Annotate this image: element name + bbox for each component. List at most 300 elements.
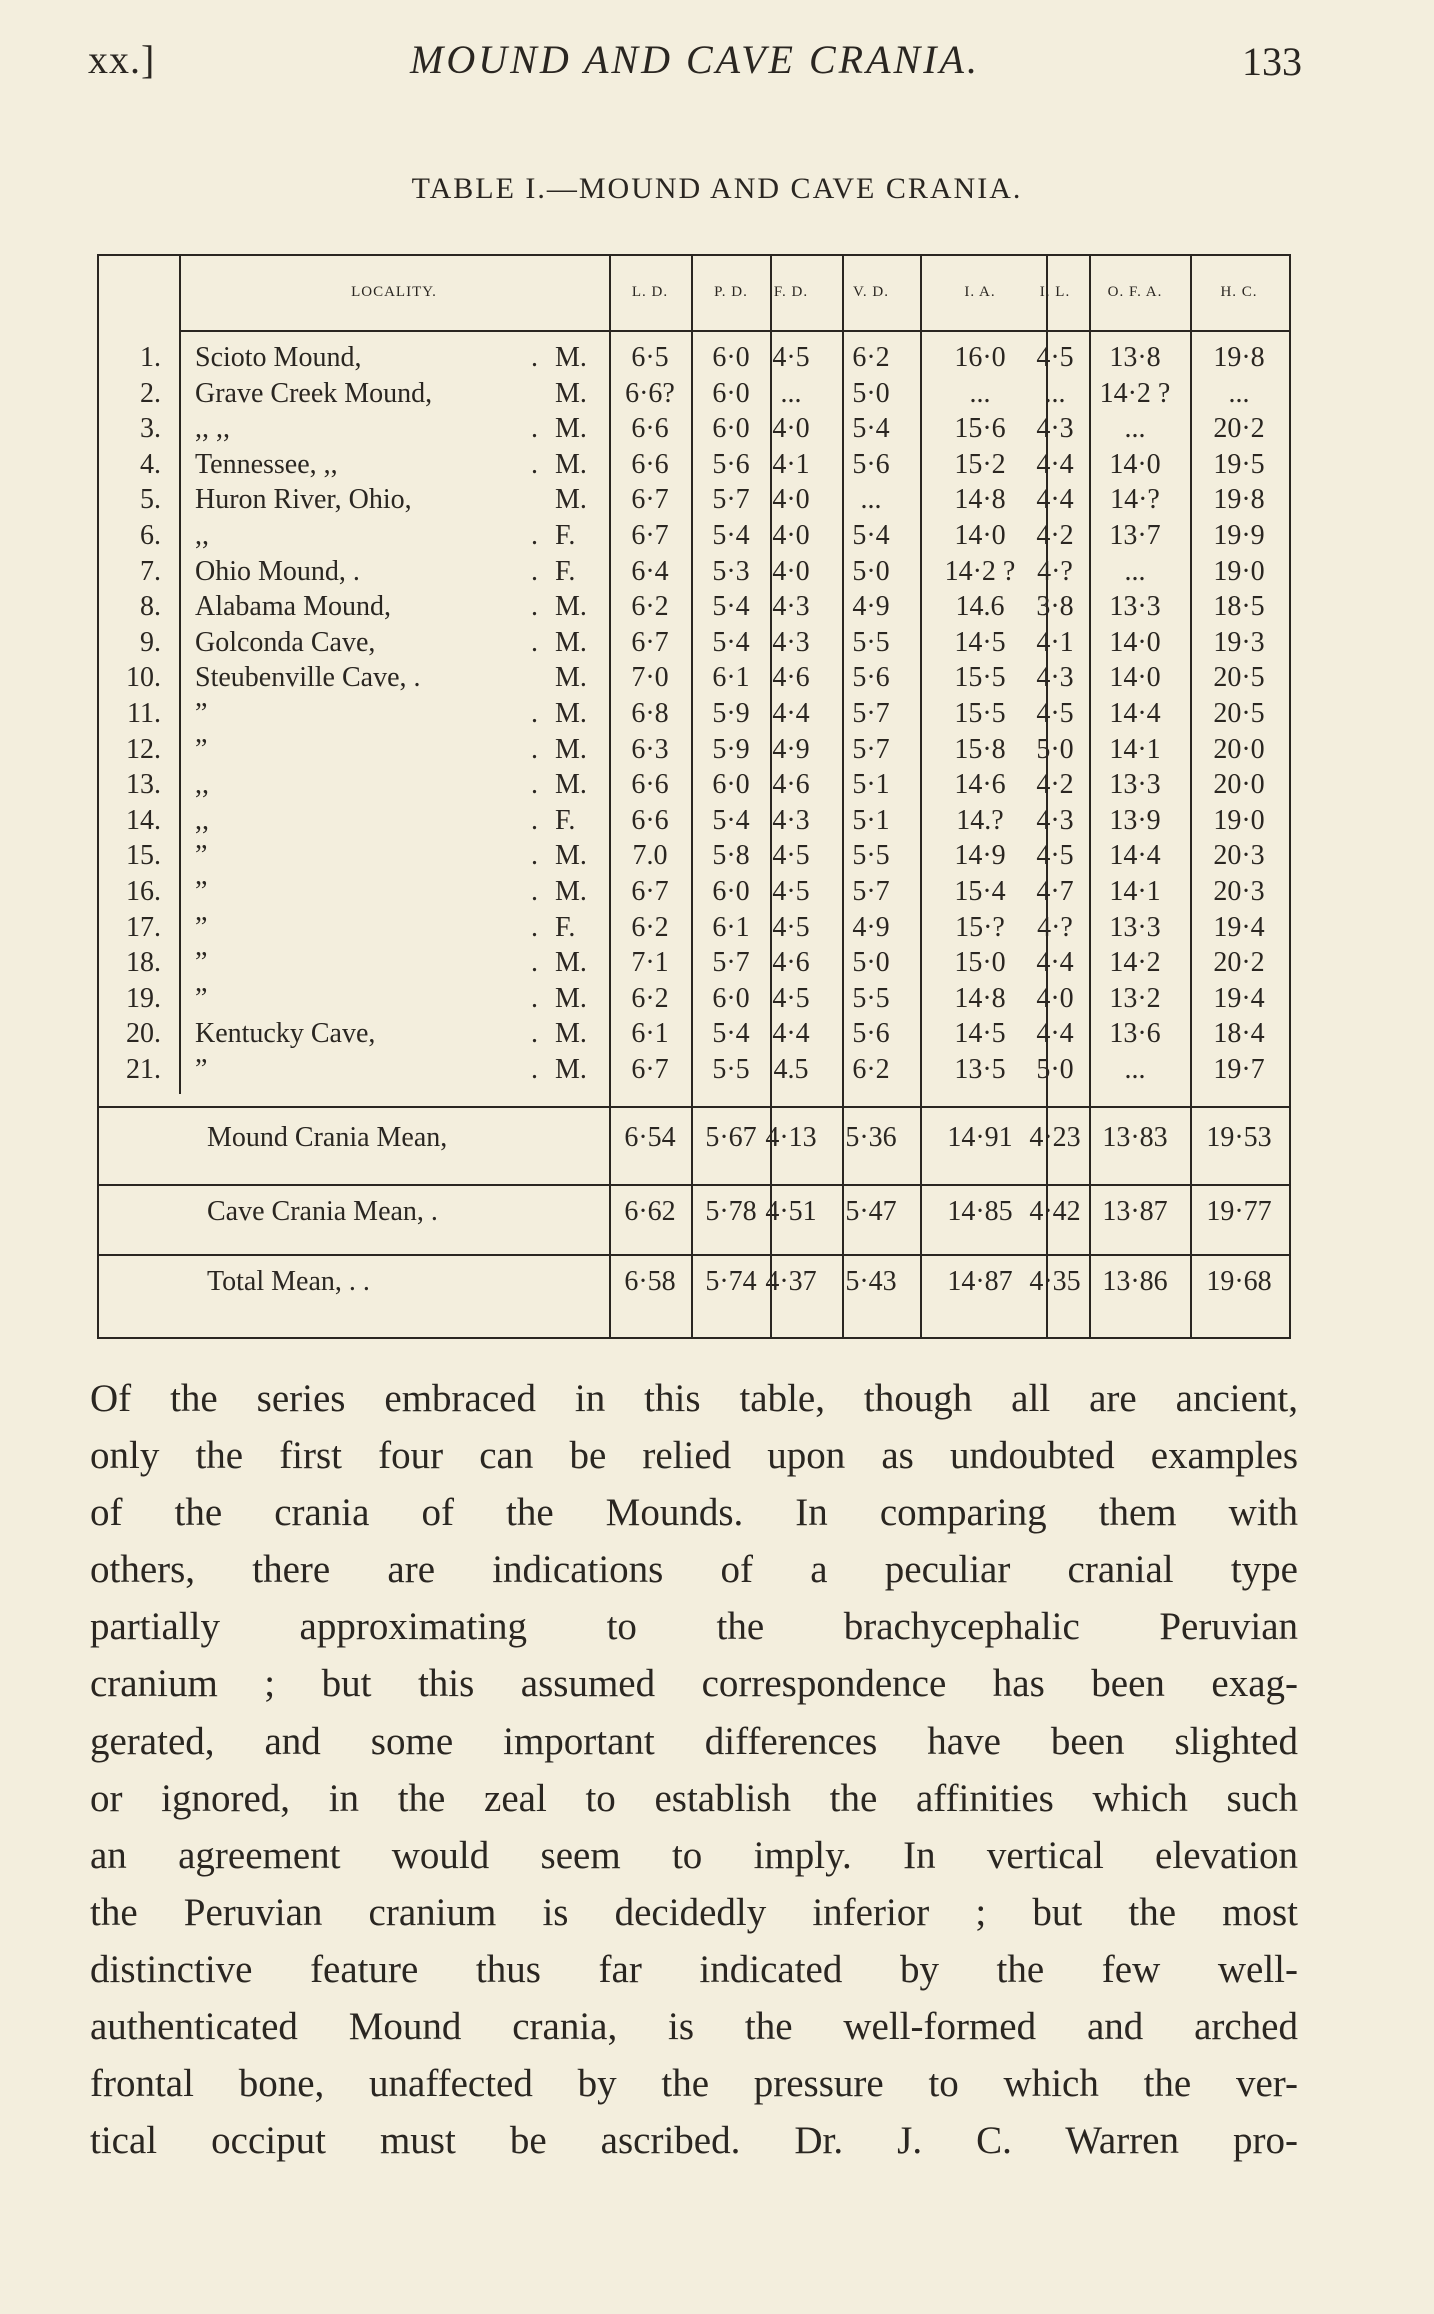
mean-cell: 13·86: [1102, 1266, 1168, 1297]
table-cell: 14·0: [954, 520, 1006, 551]
text-line: authenticated Mound crania, is the well-formed and arched: [90, 2005, 1298, 2049]
column-header: I. L.: [1039, 284, 1071, 300]
table-cell: 6·6: [631, 448, 669, 480]
column-header: I. A.: [964, 284, 996, 300]
row-leader-dot: .: [531, 804, 538, 836]
table-body-rule: [97, 1106, 1291, 1108]
table-cell: 14·9: [954, 840, 1006, 872]
row-leader-dot: .: [531, 520, 538, 551]
row-number: 4.: [140, 448, 161, 480]
table-cell: 15·5: [954, 698, 1006, 729]
table-cell: 6·1: [712, 911, 750, 943]
mean-cell: 4·37: [765, 1266, 817, 1297]
text-line: an agreement would seem to imply. In vertical elevation: [90, 1833, 1298, 1877]
mean-cell: 5·67: [705, 1122, 757, 1153]
mean-cell: 4·35: [1029, 1266, 1081, 1297]
row-leader-dot: .: [531, 555, 538, 587]
row-number: 7.: [140, 555, 161, 587]
row-sex: M.: [555, 840, 587, 872]
row-sex: M.: [555, 626, 587, 658]
table-cell: 5·0: [852, 555, 890, 587]
row-locality: ,,: [195, 804, 209, 836]
table-mean-rule: [97, 1254, 1291, 1256]
crania-table: [97, 254, 1291, 1339]
table-cell: 5·5: [852, 626, 890, 658]
table-cell: 5·0: [852, 377, 890, 409]
table-row: [97, 556, 1291, 590]
table-cell: 19·0: [1213, 804, 1265, 836]
table-row: [97, 912, 1291, 946]
table-cell: 15·2: [954, 448, 1006, 480]
table-cell: 6·0: [712, 342, 750, 373]
row-locality: ,,: [195, 520, 209, 551]
row-locality: Golconda Cave,: [195, 626, 376, 658]
table-cell: 14·8: [954, 484, 1006, 516]
table-cell: 6·0: [712, 413, 750, 445]
table-cell: 4·4: [1036, 448, 1074, 480]
section-marker: xx.]: [88, 37, 156, 82]
table-cell: 20·5: [1213, 662, 1265, 694]
text-line: gerated, and some important differences have been slighted: [90, 1719, 1298, 1763]
table-cell: ...: [780, 377, 802, 409]
row-number: 12.: [126, 733, 161, 765]
row-locality: ”: [195, 733, 208, 765]
mean-cell: 19·77: [1206, 1196, 1272, 1227]
table-cell: 6·7: [631, 626, 669, 658]
table-cell: 14·2 ?: [944, 555, 1016, 587]
mean-cell: 4·51: [765, 1196, 817, 1227]
table-cell: 7·0: [631, 662, 669, 694]
column-header-locality: LOCALITY.: [351, 284, 437, 300]
table-cell: 4·3: [1036, 662, 1074, 694]
table-cell: 19·8: [1213, 342, 1265, 373]
table-cell: 20·0: [1213, 733, 1265, 765]
table-cell: 4·?: [1037, 911, 1073, 943]
table-cell: 19·5: [1213, 448, 1265, 480]
row-locality: ”: [195, 911, 208, 943]
table-cell: 20·5: [1213, 698, 1265, 729]
row-sex: F.: [555, 911, 576, 943]
table-cell: 20·2: [1213, 947, 1265, 979]
mean-row: [97, 1122, 1291, 1162]
text-line: tical occiput must be ascribed. Dr. J. C. Warren pro-: [90, 2119, 1298, 2163]
row-number: 11.: [127, 698, 161, 729]
table-cell: 13·7: [1109, 520, 1161, 551]
table-cell: ...: [1124, 413, 1146, 445]
table-cell: 6·7: [631, 876, 669, 907]
row-sex: M.: [555, 1018, 587, 1050]
table-cell: 6·1: [631, 1018, 669, 1050]
row-locality: ”: [195, 876, 208, 907]
row-locality: ,, ,,: [195, 413, 230, 445]
table-cell: 6·0: [712, 769, 750, 801]
table-cell: 5·4: [712, 1018, 750, 1050]
table-row: [97, 769, 1291, 803]
table-cell: 4·1: [1036, 626, 1074, 658]
row-locality: ”: [195, 947, 208, 979]
mean-cell: 4·13: [765, 1122, 817, 1153]
table-cell: 4·5: [772, 982, 810, 1014]
table-cell: 6·8: [631, 698, 669, 729]
table-cell: 5·0: [1036, 1054, 1074, 1085]
table-cell: 18·5: [1213, 591, 1265, 623]
table-cell: 13·6: [1109, 1018, 1161, 1050]
table-cell: 6·1: [712, 662, 750, 694]
table-row: [97, 378, 1291, 412]
row-number: 8.: [140, 591, 161, 623]
row-leader-dot: .: [531, 947, 538, 979]
row-sex: M.: [555, 982, 587, 1014]
table-cell: 5·7: [712, 947, 750, 979]
table-cell: 4·5: [772, 876, 810, 907]
row-leader-dot: .: [531, 876, 538, 907]
row-number: 18.: [126, 947, 161, 979]
table-cell: 5·4: [852, 413, 890, 445]
table-cell: 13·5: [954, 1054, 1006, 1085]
table-cell: 4·5: [772, 342, 810, 373]
text-line: only the first four can be relied upon as undoubted examples: [90, 1434, 1298, 1478]
column-header: H. C.: [1220, 284, 1258, 300]
table-cell: 15·?: [955, 911, 1005, 943]
table-cell: 6·0: [712, 982, 750, 1014]
table-cell: 6·6: [631, 804, 669, 836]
row-sex: M.: [555, 591, 587, 623]
table-cell: 4·2: [1036, 769, 1074, 801]
table-cell: 6·7: [631, 484, 669, 516]
table-cell: 13·3: [1109, 591, 1161, 623]
row-locality: Steubenville Cave, .: [195, 662, 421, 694]
table-cell: 6·7: [631, 520, 669, 551]
table-cell: 5·4: [712, 591, 750, 623]
column-header: V. D.: [853, 284, 889, 300]
row-locality: Kentucky Cave,: [195, 1018, 376, 1050]
row-number: 16.: [126, 876, 161, 907]
row-leader-dot: .: [531, 840, 538, 872]
table-caption: TABLE I.—MOUND AND CAVE CRANIA.: [411, 172, 1023, 205]
table-cell: 16·0: [954, 342, 1006, 373]
table-cell: 5·9: [712, 698, 750, 729]
table-cell: 5·6: [852, 1018, 890, 1050]
table-cell: 20·2: [1213, 413, 1265, 445]
table-cell: 5·4: [712, 520, 750, 551]
mean-cell: 19·68: [1206, 1266, 1272, 1297]
table-cell: 15·8: [954, 733, 1006, 765]
row-leader-dot: .: [531, 733, 538, 765]
row-number: 14.: [126, 804, 161, 836]
table-cell: 14·?: [1110, 484, 1160, 516]
table-cell: 15·5: [954, 662, 1006, 694]
table-cell: ...: [1124, 1054, 1146, 1085]
text-line: cranium ; but this assumed correspondence has been exag-: [90, 1662, 1298, 1706]
table-cell: 6·0: [712, 377, 750, 409]
row-number: 17.: [126, 911, 161, 943]
table-cell: 18·4: [1213, 1018, 1265, 1050]
column-header: F. D.: [773, 284, 809, 300]
table-row: [97, 662, 1291, 696]
mean-cell: 13·87: [1102, 1196, 1168, 1227]
table-cell: ...: [1044, 377, 1066, 409]
table-cell: 5·7: [712, 484, 750, 516]
table-row: [97, 805, 1291, 839]
row-locality: Scioto Mound,: [195, 342, 362, 373]
table-cell: 15·4: [954, 876, 1006, 907]
table-cell: 4·6: [772, 769, 810, 801]
table-cell: 5·5: [712, 1054, 750, 1085]
text-line: or ignored, in the zeal to establish the affinities which such: [90, 1776, 1298, 1820]
table-cell: 6·3: [631, 733, 669, 765]
row-sex: M.: [555, 484, 587, 516]
table-cell: 5·5: [852, 982, 890, 1014]
text-line: the Peruvian cranium is decidedly inferior ; but the most: [90, 1890, 1298, 1934]
table-cell: 4·5: [1036, 840, 1074, 872]
table-cell: ...: [860, 484, 882, 516]
table-cell: 5·4: [712, 626, 750, 658]
table-cell: 5·4: [852, 520, 890, 551]
mean-row: [97, 1266, 1291, 1306]
table-cell: 5·3: [712, 555, 750, 587]
table-cell: 14·4: [1109, 698, 1161, 729]
table-cell: 6·2: [852, 342, 890, 373]
table-row: [97, 627, 1291, 661]
table-cell: 14·5: [954, 1018, 1006, 1050]
table-cell: 5·6: [852, 662, 890, 694]
table-cell: 15·6: [954, 413, 1006, 445]
table-header-rule: [179, 330, 1291, 332]
table-cell: 14·6: [954, 769, 1006, 801]
table-row: [97, 520, 1291, 554]
row-locality: Alabama Mound,: [195, 591, 391, 623]
text-line: of the crania of the Mounds. In comparing them with: [90, 1491, 1298, 1535]
table-cell: 4·9: [772, 733, 810, 765]
table-cell: 14·8: [954, 982, 1006, 1014]
table-cell: 4·0: [772, 413, 810, 445]
table-row: [97, 983, 1291, 1017]
table-row: [97, 1018, 1291, 1052]
table-cell: 14·4: [1109, 840, 1161, 872]
table-cell: 5·7: [852, 876, 890, 907]
table-cell: 4·9: [852, 911, 890, 943]
table-row: [97, 947, 1291, 981]
body-paragraph: [90, 1370, 1298, 2169]
row-number: 13.: [126, 769, 161, 801]
table-cell: 6·2: [852, 1054, 890, 1085]
row-number: 9.: [140, 626, 161, 658]
table-cell: 14.?: [956, 804, 1004, 836]
text-line: frontal bone, unaffected by the pressure to which the ver-: [90, 2062, 1298, 2106]
mean-cell: 14·91: [947, 1122, 1013, 1153]
row-number: 1.: [140, 342, 161, 373]
table-cell: 4·3: [1036, 413, 1074, 445]
table-cell: 19·4: [1213, 911, 1265, 943]
row-sex: M.: [555, 1054, 587, 1085]
table-cell: 13·3: [1109, 911, 1161, 943]
row-leader-dot: .: [531, 698, 538, 729]
table-cell: 19·8: [1213, 484, 1265, 516]
table-row: [97, 876, 1291, 910]
row-leader-dot: .: [531, 769, 538, 801]
row-locality: Tennessee, ,,: [195, 448, 338, 480]
row-leader-dot: .: [531, 1054, 538, 1085]
table-cell: 4·0: [772, 484, 810, 516]
table-cell: 6·0: [712, 876, 750, 907]
table-cell: 5·6: [712, 448, 750, 480]
table-row: [97, 698, 1291, 732]
mean-cell: 19·53: [1206, 1122, 1272, 1153]
table-cell: 7.0: [632, 840, 668, 872]
text-line: distinctive feature thus far indicated by the few well-: [90, 1947, 1298, 1991]
table-cell: 6·5: [631, 342, 669, 373]
row-locality: ”: [195, 1054, 208, 1085]
running-header: [88, 28, 1302, 88]
table-cell: 19·9: [1213, 520, 1265, 551]
table-top-rule: [97, 254, 1291, 256]
table-cell: 4·2: [1036, 520, 1074, 551]
table-cell: 4·4: [772, 698, 810, 729]
table-mean-rule: [97, 1184, 1291, 1186]
table-cell: 6·6: [631, 413, 669, 445]
row-number: 20.: [126, 1018, 161, 1050]
mean-cell: 6·54: [624, 1122, 676, 1153]
table-row: [97, 734, 1291, 768]
table-cell: 4·5: [772, 911, 810, 943]
table-cell: 4·?: [1037, 555, 1073, 587]
table-cell: 5·7: [852, 733, 890, 765]
table-cell: 4·0: [1036, 982, 1074, 1014]
table-cell: ...: [1124, 555, 1146, 587]
row-number: 21.: [126, 1054, 161, 1085]
mean-cell: 14·85: [947, 1196, 1013, 1227]
column-header: O. F. A.: [1107, 284, 1163, 300]
table-cell: 4.5: [773, 1054, 809, 1085]
table-cell: 14·0: [1109, 662, 1161, 694]
row-sex: M.: [555, 448, 587, 480]
table-cell: 5·0: [852, 947, 890, 979]
mean-cell: 5·78: [705, 1196, 757, 1227]
table-cell: 5·1: [852, 804, 890, 836]
column-header: P. D.: [714, 284, 748, 300]
table-cell: 19·7: [1213, 1054, 1265, 1085]
mean-cell: 4·23: [1029, 1122, 1081, 1153]
table-cell: 5·0: [1036, 733, 1074, 765]
mean-label: Total Mean, . .: [207, 1266, 370, 1297]
mean-cell: 5·74: [705, 1266, 757, 1297]
table-cell: 14·2: [1109, 947, 1161, 979]
row-locality: ”: [195, 698, 208, 729]
row-leader-dot: .: [531, 1018, 538, 1050]
mean-cell: 6·62: [624, 1196, 676, 1227]
row-leader-dot: .: [531, 982, 538, 1014]
table-cell: 19·3: [1213, 626, 1265, 658]
table-cell: 5·7: [852, 698, 890, 729]
table-row: [97, 484, 1291, 518]
table-cell: 14·0: [1109, 626, 1161, 658]
page-number: 133: [1242, 39, 1302, 84]
mean-cell: 4·42: [1029, 1196, 1081, 1227]
mean-cell: 13·83: [1102, 1122, 1168, 1153]
table-cell: 19·0: [1213, 555, 1265, 587]
row-number: 3.: [140, 413, 161, 445]
table-cell: 4·3: [772, 591, 810, 623]
row-number: 15.: [126, 840, 161, 872]
table-cell: 4·7: [1036, 876, 1074, 907]
row-locality: Grave Creek Mound,: [195, 377, 433, 409]
table-row: [97, 449, 1291, 483]
table-cell: 4·4: [772, 1018, 810, 1050]
table-row: [97, 342, 1291, 376]
row-leader-dot: .: [531, 591, 538, 623]
row-locality: ”: [195, 982, 208, 1014]
row-sex: M.: [555, 769, 587, 801]
text-line: Of the series embraced in this table, though all are ancient,: [90, 1377, 1298, 1420]
table-cell: 20·3: [1213, 876, 1265, 907]
row-sex: M.: [555, 662, 587, 694]
table-cell: 4·1: [772, 448, 810, 480]
table-cell: 14·5: [954, 626, 1006, 658]
table-cell: 4·5: [1036, 342, 1074, 373]
row-number: 6.: [140, 520, 161, 551]
table-cell: 4·4: [1036, 1018, 1074, 1050]
table-cell: 5·8: [712, 840, 750, 872]
table-cell: 4·4: [1036, 484, 1074, 516]
mean-cell: 5·43: [845, 1266, 897, 1297]
table-cell: 5·6: [852, 448, 890, 480]
table-bottom-rule: [97, 1337, 1291, 1339]
table-cell: 14·2 ?: [1099, 377, 1171, 409]
row-leader-dot: .: [531, 448, 538, 480]
running-title: MOUND AND CAVE CRANIA.: [410, 37, 980, 82]
table-cell: ...: [969, 377, 991, 409]
row-sex: F.: [555, 555, 576, 587]
row-leader-dot: .: [531, 626, 538, 658]
table-row: [97, 413, 1291, 447]
table-row: [97, 591, 1291, 625]
table-cell: 6·6?: [625, 377, 675, 409]
table-cell: 6·2: [631, 982, 669, 1014]
row-locality: ”: [195, 840, 208, 872]
row-sex: M.: [555, 733, 587, 765]
row-sex: F.: [555, 520, 576, 551]
text-line: others, there are indications of a peculiar cranial type: [90, 1548, 1298, 1592]
table-cell: 4·5: [1036, 698, 1074, 729]
row-sex: M.: [555, 342, 587, 373]
row-locality: Huron River, Ohio,: [195, 484, 412, 516]
table-row: [97, 840, 1291, 874]
mean-cell: 14·87: [947, 1266, 1013, 1297]
row-sex: M.: [555, 698, 587, 729]
mean-cell: 6·58: [624, 1266, 676, 1297]
table-cell: 5·9: [712, 733, 750, 765]
row-sex: M.: [555, 413, 587, 445]
row-locality: Ohio Mound, .: [195, 555, 360, 587]
table-cell: 15·0: [954, 947, 1006, 979]
mean-row: [97, 1196, 1291, 1236]
table-cell: 4·6: [772, 662, 810, 694]
row-sex: M.: [555, 876, 587, 907]
column-header: L. D.: [631, 284, 669, 300]
table-cell: 14.6: [955, 591, 1005, 623]
row-leader-dot: .: [531, 342, 538, 373]
row-number: 5.: [140, 484, 161, 516]
table-cell: 3·8: [1036, 591, 1074, 623]
mean-cell: 5·47: [845, 1196, 897, 1227]
table-cell: 4·4: [1036, 947, 1074, 979]
table-cell: 13·9: [1109, 804, 1161, 836]
mean-label: Cave Crania Mean, .: [207, 1196, 438, 1227]
table-cell: ...: [1228, 377, 1250, 409]
table-cell: 5·1: [852, 769, 890, 801]
table-cell: 13·8: [1109, 342, 1161, 373]
table-cell: 4·6: [772, 947, 810, 979]
